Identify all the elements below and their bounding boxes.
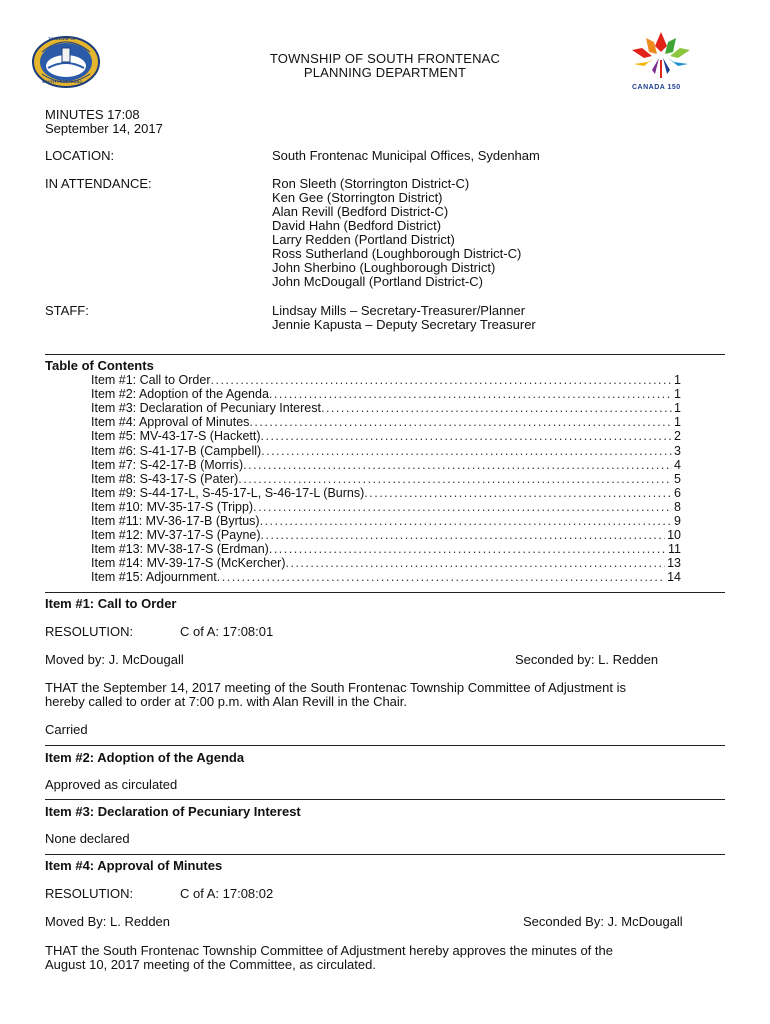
attendee: John McDougall (Portland District-C) xyxy=(272,274,483,289)
toc-item-label: Item #7: S-42-17-B (Morris) xyxy=(91,457,244,472)
toc-item[interactable] xyxy=(91,401,681,415)
divider xyxy=(45,799,725,800)
item-4-text: THAT the South Frontenac Township Committee of Adjustment hereby approves the minutes of the xyxy=(45,943,613,958)
toc-item[interactable] xyxy=(91,373,681,387)
staff-member: Lindsay Mills – Secretary-Treasurer/Planner xyxy=(272,303,526,318)
minutes-number: MINUTES 17:08 xyxy=(45,107,140,122)
item-3-heading: Item #3: Declaration of Pecuniary Interest xyxy=(45,804,301,819)
toc-item-page: 6 xyxy=(674,485,681,500)
item-3-text: None declared xyxy=(45,831,130,846)
toc-dot-leader xyxy=(269,542,666,556)
toc-item[interactable] xyxy=(91,556,681,570)
divider xyxy=(45,354,725,355)
toc-item-page: 1 xyxy=(674,401,681,416)
item-4-resolution-value: C of A: 17:08:02 xyxy=(180,886,274,901)
toc-item-label: Item #6: S-41-17-B (Campbell) xyxy=(91,443,262,458)
toc-dot-leader xyxy=(211,373,673,387)
toc-item-label: Item #14: MV-39-17-S (McKercher) xyxy=(91,556,286,571)
toc-item-page: 8 xyxy=(674,499,681,514)
attendee: David Hahn (Bedford District) xyxy=(272,218,442,233)
attendee: John Sherbino (Loughborough District) xyxy=(272,260,496,275)
toc-dot-leader xyxy=(269,387,672,401)
toc-item-label: Item #15: Adjournment xyxy=(91,570,217,585)
toc-item[interactable] xyxy=(91,429,681,443)
item-1-result: Carried xyxy=(45,722,88,737)
toc-item-page: 4 xyxy=(674,457,681,472)
toc-item-page: 1 xyxy=(674,387,681,402)
toc-dot-leader xyxy=(253,500,672,514)
seal-text-bottom: SOUTH FRONTENAC xyxy=(42,79,83,84)
attendee: Alan Revill (Bedford District-C) xyxy=(272,204,449,219)
attendance-list xyxy=(272,177,521,289)
toc-dot-leader xyxy=(217,570,665,584)
item-2-heading: Item #2: Adoption of the Agenda xyxy=(45,750,245,765)
staff-list xyxy=(272,304,536,332)
item-1-text: hereby called to order at 7:00 p.m. with Alan Revill in the Chair. xyxy=(45,694,408,709)
toc-dot-leader xyxy=(364,486,672,500)
header-line-1: TOWNSHIP OF SOUTH FRONTENAC xyxy=(269,51,501,66)
seal-text-top: TOWNSHIP OF xyxy=(48,36,77,41)
toc-item[interactable] xyxy=(91,542,681,556)
toc-item-page: 1 xyxy=(674,373,681,387)
toc-title: Table of Contents xyxy=(45,358,154,373)
item-4-seconded-by: Seconded By: J. McDougall xyxy=(523,914,683,929)
toc-dot-leader xyxy=(261,528,666,542)
item-4-resolution-label: RESOLUTION: xyxy=(45,886,134,901)
canada-150-logo xyxy=(622,30,700,90)
toc-item-page: 5 xyxy=(674,471,681,486)
meeting-date: September 14, 2017 xyxy=(45,121,163,136)
toc-item[interactable] xyxy=(91,415,681,429)
toc-item[interactable] xyxy=(91,387,681,401)
toc-dot-leader xyxy=(260,514,672,528)
toc-item[interactable] xyxy=(91,528,681,542)
toc-item-page: 13 xyxy=(667,556,681,571)
attendee: Ken Gee (Storrington District) xyxy=(272,190,443,205)
toc-item-label: Item #8: S-43-17-S (Pater) xyxy=(91,471,239,486)
toc-dot-leader xyxy=(238,472,672,486)
divider xyxy=(45,854,725,855)
item-1-resolution-value: C of A: 17:08:01 xyxy=(180,624,274,639)
item-1-seconded-by: Seconded by: L. Redden xyxy=(515,652,659,667)
toc-dot-leader xyxy=(243,458,672,472)
location-value: South Frontenac Municipal Offices, Sydenham xyxy=(272,148,540,163)
attendance-label: IN ATTENDANCE: xyxy=(45,176,152,191)
item-1-moved-by: Moved by: J. McDougall xyxy=(45,652,184,667)
toc-item-label: Item #5: MV-43-17-S (Hackett) xyxy=(91,429,261,444)
toc-item-label: Item #1: Call to Order xyxy=(91,373,211,387)
toc-item-label: Item #13: MV-38-17-S (Erdman) xyxy=(91,542,269,557)
toc-item-page: 3 xyxy=(674,443,681,458)
toc-item-page: 9 xyxy=(674,514,681,528)
item-2-text: Approved as circulated xyxy=(45,777,178,792)
location-label: LOCATION: xyxy=(45,148,115,163)
toc-item-label: Item #12: MV-37-17-S (Payne) xyxy=(91,528,261,543)
toc-dot-leader xyxy=(261,429,673,443)
staff-label: STAFF: xyxy=(45,303,89,318)
toc-item-page: 14 xyxy=(667,570,681,585)
divider xyxy=(45,592,725,593)
toc-item-label: Item #2: Adoption of the Agenda xyxy=(91,387,269,402)
toc-dot-leader xyxy=(286,556,666,570)
item-4-moved-by: Moved By: L. Redden xyxy=(45,914,171,929)
toc-item[interactable] xyxy=(91,458,681,472)
toc-item-page: 10 xyxy=(667,528,681,543)
toc-item[interactable] xyxy=(91,486,681,500)
toc-item-label: Item #11: MV-36-17-B (Byrtus) xyxy=(91,514,260,528)
toc-item-page: 2 xyxy=(674,429,681,444)
header-line-2: PLANNING DEPARTMENT xyxy=(303,65,467,80)
toc-item-page: 1 xyxy=(674,415,681,430)
item-4-text: August 10, 2017 meeting of the Committee, as circulated. xyxy=(45,957,376,972)
attendee: Larry Redden (Portland District) xyxy=(272,232,455,247)
toc-item-label: Item #9: S-44-17-L, S-45-17-L, S-46-17-L (Burns) xyxy=(91,485,365,500)
toc-dot-leader xyxy=(261,444,672,458)
item-1-text: THAT the September 14, 2017 meeting of the South Frontenac Township Committee of Adjustment is xyxy=(45,680,626,695)
attendee: Ron Sleeth (Storrington District-C) xyxy=(272,176,470,191)
divider xyxy=(45,745,725,746)
toc-item-label: Item #3: Declaration of Pecuniary Interest xyxy=(91,401,321,416)
item-1-resolution-label: RESOLUTION: xyxy=(45,624,134,639)
toc-item-page: 11 xyxy=(668,542,681,557)
toc-item-label: Item #10: MV-35-17-S (Tripp) xyxy=(91,499,254,514)
toc-item[interactable] xyxy=(91,472,681,486)
toc-dot-leader xyxy=(321,401,672,415)
toc-item[interactable] xyxy=(91,570,681,584)
toc-item[interactable] xyxy=(91,514,681,528)
toc-item-label: Item #4: Approval of Minutes xyxy=(91,415,250,430)
canada-150-text: CANADA 150 xyxy=(632,84,681,91)
toc-dot-leader xyxy=(249,415,672,429)
toc-item[interactable] xyxy=(91,444,681,458)
attendee: Ross Sutherland (Loughborough District-C) xyxy=(272,246,522,261)
toc-item[interactable] xyxy=(91,500,681,514)
item-1-heading: Item #1: Call to Order xyxy=(45,596,177,611)
staff-member: Jennie Kapusta – Deputy Secretary Treasurer xyxy=(272,317,536,332)
item-4-heading: Item #4: Approval of Minutes xyxy=(45,858,223,873)
